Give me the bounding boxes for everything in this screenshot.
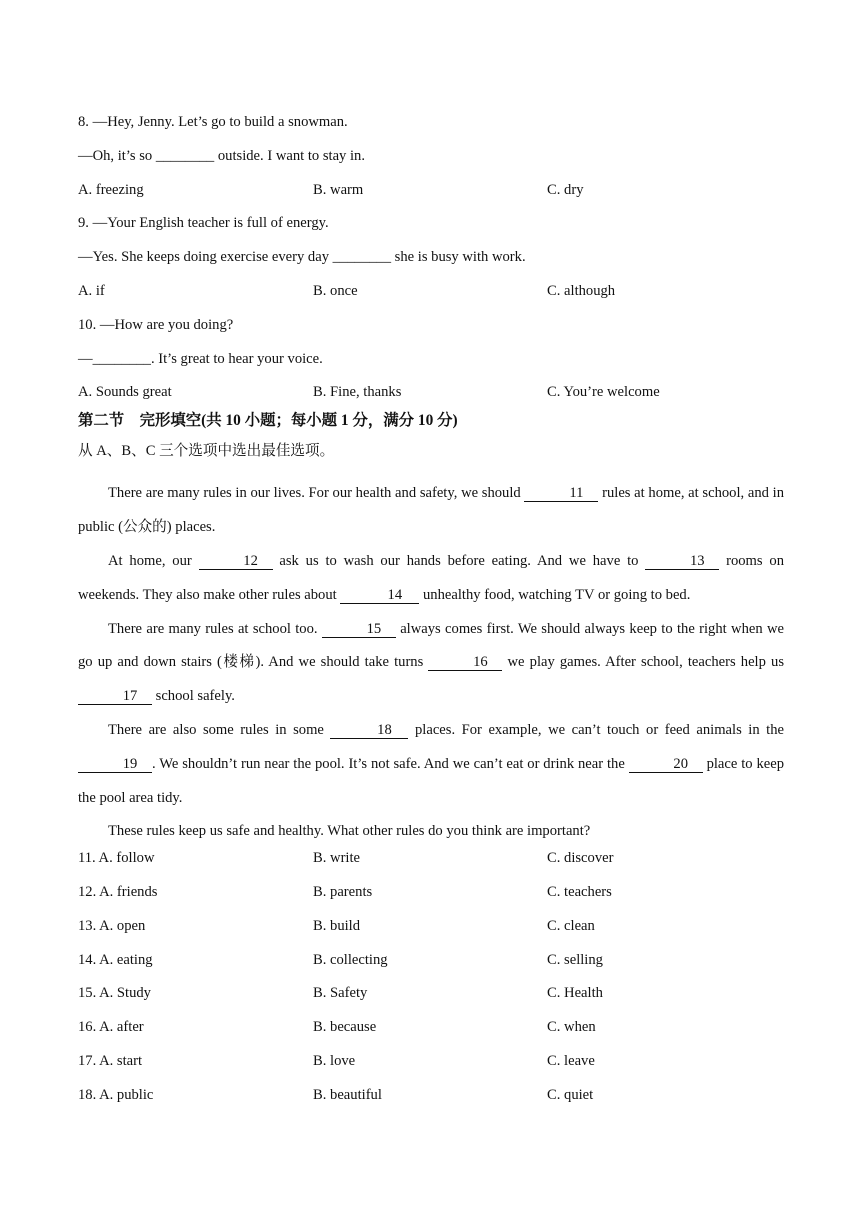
passage-paragraph-5: These rules keep us safe and healthy. What other rules do you think are important?: [108, 823, 591, 840]
blank-12: 12: [199, 554, 273, 570]
option-c: C. dry: [547, 181, 584, 198]
passage-text: rules at home, at school, and in public (公众的) places.: [78, 485, 784, 536]
option-b: B. parents: [313, 883, 373, 900]
passage-paragraph-4: [78, 714, 784, 815]
question-8-options: [78, 181, 784, 215]
options-row-12: [78, 883, 784, 917]
option-b: B. Fine, thanks: [313, 384, 402, 401]
options-row-16: [78, 1018, 784, 1052]
passage-text: There are many rules in our lives. For our health and safety, we should: [108, 485, 525, 502]
option-b: B. build: [313, 917, 361, 934]
options-row-14: [78, 951, 784, 985]
option-a: 12. A. friends: [78, 883, 158, 900]
passage-paragraph-3: [78, 613, 784, 714]
option-a: 13. A. open: [78, 917, 146, 934]
option-a: A. freezing: [78, 181, 144, 198]
option-a: 14. A. eating: [78, 951, 153, 968]
section-instruction: 从 A、B、C 三个选项中选出最佳选项。: [78, 443, 335, 460]
blank-13: 13: [645, 554, 719, 570]
option-c: C. You’re welcome: [547, 384, 660, 401]
option-a: 16. A. after: [78, 1019, 144, 1036]
question-8-reply: —Oh, it’s so ________ outside. I want to stay in.: [78, 147, 366, 164]
options-row-13: [78, 917, 784, 951]
blank-17: 17: [78, 689, 152, 705]
option-c: C. clean: [547, 917, 595, 934]
passage-text: ask us to wash our hands before eating. And we have to: [272, 552, 646, 569]
option-c: C. although: [547, 282, 616, 299]
options-row-11: [78, 849, 784, 883]
passage-text: There are also some rules in some: [108, 721, 331, 738]
question-9-prompt: 9. —Your English teacher is full of energy.: [78, 215, 329, 232]
option-b: B. love: [313, 1052, 356, 1069]
passage-text: unhealthy food, watching TV or going to bed.: [419, 586, 691, 603]
blank-19: 19: [78, 757, 152, 773]
option-a: 11. A. follow: [78, 850, 155, 867]
blank-11: 11: [524, 486, 598, 502]
question-9-options: [78, 282, 784, 316]
option-a: 17. A. start: [78, 1052, 143, 1069]
question-10-options: [78, 383, 784, 411]
option-c: C. Health: [547, 985, 603, 1002]
passage-text: At home, our: [108, 552, 199, 569]
passage-text: rooms on weekends. They also make other rules about: [78, 552, 784, 603]
passage-text: school safely.: [152, 688, 235, 705]
option-a: A. if: [78, 282, 105, 299]
option-b: B. because: [313, 1019, 377, 1036]
question-8-prompt: 8. —Hey, Jenny. Let’s go to build a snowman.: [78, 114, 348, 130]
option-b: B. beautiful: [313, 1086, 382, 1103]
passage-text: we play games. After school, teachers help us: [502, 654, 784, 671]
option-b: B. once: [313, 282, 358, 299]
options-row-17: [78, 1052, 784, 1086]
passage-paragraph-2: [78, 545, 784, 613]
option-b: B. warm: [313, 181, 364, 198]
option-b: B. write: [313, 850, 361, 867]
passage-text: place to keep the pool area tidy.: [78, 755, 784, 806]
passage-text: always comes first. We should always keep to the right when we go up and down stairs (楼梯). And we should take turns: [78, 620, 784, 671]
option-c: C. leave: [547, 1052, 595, 1069]
blank-18: 18: [330, 723, 408, 739]
option-a: A. Sounds great: [78, 384, 172, 401]
question-9-reply: —Yes. She keeps doing exercise every day ________ she is busy with work.: [78, 249, 526, 266]
option-c: C. selling: [547, 951, 603, 968]
question-10-prompt: 10. —How are you doing?: [78, 316, 234, 333]
blank-14: 14: [340, 588, 419, 604]
options-row-18: [78, 1086, 784, 1120]
passage-text: . We shouldn’t run near the pool. It’s not safe. And we can’t eat or drink near the: [152, 755, 629, 772]
options-row-15: [78, 984, 784, 1018]
passage-text: There are many rules at school too.: [108, 620, 322, 637]
passage-paragraph-1: [78, 477, 784, 545]
option-b: B. Safety: [313, 985, 368, 1002]
blank-15: 15: [322, 622, 396, 638]
section-heading: 第二节 完形填空(共 10 小题；每小题 1 分，满分 10 分): [78, 412, 458, 430]
option-c: C. quiet: [547, 1086, 594, 1103]
option-c: C. teachers: [547, 883, 612, 900]
option-c: C. discover: [547, 850, 614, 867]
worksheet-page: [78, 113, 784, 1120]
blank-16: 16: [428, 655, 502, 671]
option-c: C. when: [547, 1019, 596, 1036]
question-10-reply: —________. It’s great to hear your voice.: [78, 350, 323, 367]
cloze-options: [78, 849, 784, 1119]
option-b: B. collecting: [313, 951, 388, 968]
option-a: 18. A. public: [78, 1086, 154, 1103]
option-a: 15. A. Study: [78, 985, 151, 1002]
passage-text: places. For example, we can’t touch or feed animals in the: [408, 721, 785, 738]
blank-20: 20: [629, 757, 703, 773]
